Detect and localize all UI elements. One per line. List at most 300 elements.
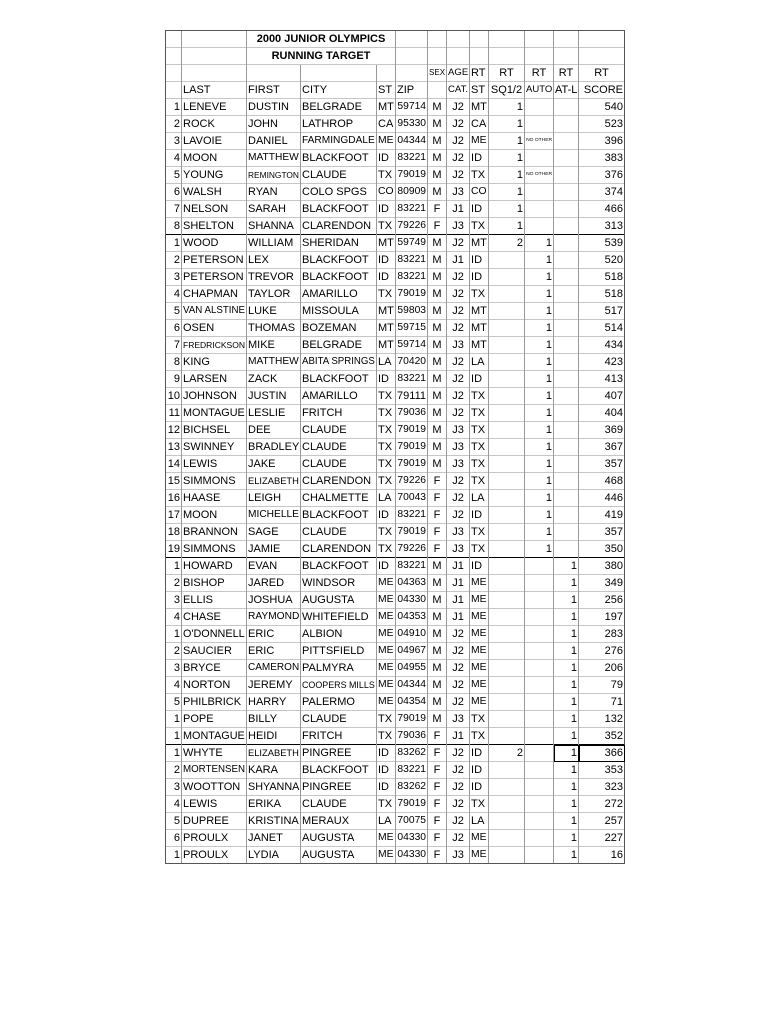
- score-cell: 357: [579, 524, 625, 541]
- rt-sq-cell: [489, 694, 525, 711]
- state-cell: ID: [377, 150, 396, 167]
- score-cell: 227: [579, 830, 625, 847]
- last-name-cell: SIMMONS: [182, 541, 247, 558]
- age-category-cell: J2: [447, 150, 470, 167]
- first-name-cell: JOSHUA: [247, 592, 301, 609]
- first-name-cell: TAYLOR: [247, 286, 301, 303]
- rt-auto-cell: 1: [525, 422, 554, 439]
- score-cell: 523: [579, 116, 625, 133]
- sex-cell: M: [428, 422, 447, 439]
- rt-auto-cell: NO OTHER: [525, 167, 554, 184]
- state-cell: TX: [377, 286, 396, 303]
- age-category-cell: J1: [447, 558, 470, 575]
- rt-state-cell: ME: [470, 575, 489, 592]
- city-cell: CLARENDON: [301, 218, 377, 235]
- state-cell: ME: [377, 609, 396, 626]
- rt-auto-cell: 1: [525, 252, 554, 269]
- rt-state-cell: ME: [470, 133, 489, 150]
- zip-cell: 83221: [396, 201, 428, 218]
- last-name-cell: BRANNON: [182, 524, 247, 541]
- city-cell: MERAUX: [301, 813, 377, 830]
- first-name-cell: DEE: [247, 422, 301, 439]
- rt-state-cell: ME: [470, 847, 489, 864]
- zip-cell: 79019: [396, 796, 428, 813]
- city-cell: FRITCH: [301, 405, 377, 422]
- rt-sq-cell: [489, 337, 525, 354]
- first-name-cell: LESLIE: [247, 405, 301, 422]
- first-name-cell: CAMERON: [247, 660, 301, 677]
- last-name-cell: HAASE: [182, 490, 247, 507]
- place-cell: 6: [166, 830, 182, 847]
- sheet-title: 2000 JUNIOR OLYMPICS: [247, 31, 396, 48]
- city-cell: FARMINGDALE: [301, 133, 377, 150]
- zip-cell: 83221: [396, 252, 428, 269]
- rt-auto-cell: [525, 575, 554, 592]
- last-name-cell: MONTAGUE: [182, 405, 247, 422]
- age-category-cell: J2: [447, 694, 470, 711]
- rt-state-cell: TX: [470, 167, 489, 184]
- score-cell: 396: [579, 133, 625, 150]
- sex-cell: M: [428, 388, 447, 405]
- rt-atl-cell: [554, 473, 579, 490]
- first-name-cell: MATTHEW: [247, 150, 301, 167]
- sex-cell: F: [428, 728, 447, 745]
- age-category-cell: J3: [447, 422, 470, 439]
- rt-auto-cell: [525, 762, 554, 779]
- rt-atl-cell: 1: [554, 626, 579, 643]
- rt-sq-cell: [489, 779, 525, 796]
- rt-atl-cell: 1: [554, 728, 579, 745]
- age-category-cell: J2: [447, 116, 470, 133]
- rt-atl-cell: [554, 252, 579, 269]
- rt-state-cell: ME: [470, 609, 489, 626]
- rt-atl-cell: [554, 541, 579, 558]
- rt-atl-cell: [554, 150, 579, 167]
- last-name-cell: PETERSON: [182, 252, 247, 269]
- table-row: [166, 626, 625, 643]
- rt-state-cell: TX: [470, 541, 489, 558]
- city-cell: LATHROP: [301, 116, 377, 133]
- sex-cell: M: [428, 694, 447, 711]
- score-cell: 367: [579, 439, 625, 456]
- rt-auto-cell: [525, 116, 554, 133]
- sex-cell: M: [428, 235, 447, 252]
- city-cell: BLACKFOOT: [301, 762, 377, 779]
- rt-sq-cell: [489, 626, 525, 643]
- last-name-cell: PHILBRICK: [182, 694, 247, 711]
- age-category-cell: J2: [447, 303, 470, 320]
- city-cell: PALMYRA: [301, 660, 377, 677]
- city-cell: CLAUDE: [301, 167, 377, 184]
- age-category-cell: J3: [447, 847, 470, 864]
- table-row: [166, 609, 625, 626]
- sex-cell: F: [428, 201, 447, 218]
- rt-atl-cell: 1: [554, 847, 579, 864]
- rt-atl-cell: [554, 490, 579, 507]
- rt-state-cell: ME: [470, 626, 489, 643]
- city-cell: BLACKFOOT: [301, 150, 377, 167]
- rt-sq-cell: [489, 558, 525, 575]
- first-name-cell: LUKE: [247, 303, 301, 320]
- rt-sq-cell: [489, 269, 525, 286]
- rt-auto-cell: 1: [525, 439, 554, 456]
- table-row: [166, 694, 625, 711]
- zip-cell: 70420: [396, 354, 428, 371]
- last-name-cell: LEWIS: [182, 456, 247, 473]
- table-row: [166, 184, 625, 201]
- rt-auto-cell: [525, 796, 554, 813]
- last-name-cell: JOHNSON: [182, 388, 247, 405]
- city-cell: BELGRADE: [301, 337, 377, 354]
- rt-sq-cell: [489, 660, 525, 677]
- zip-cell: 04344: [396, 677, 428, 694]
- sex-cell: F: [428, 830, 447, 847]
- table-row: [166, 337, 625, 354]
- city-cell: CLARENDON: [301, 541, 377, 558]
- city-cell: BLACKFOOT: [301, 507, 377, 524]
- city-cell: ABITA SPRINGS: [301, 354, 377, 371]
- state-cell: TX: [377, 541, 396, 558]
- first-name-cell: ELIZABETH: [247, 473, 301, 490]
- rt-state-cell: ME: [470, 677, 489, 694]
- age-category-cell: J2: [447, 371, 470, 388]
- zip-cell: 04353: [396, 609, 428, 626]
- rt-state-cell: ME: [470, 643, 489, 660]
- rt-state-cell: TX: [470, 473, 489, 490]
- table-row: [166, 405, 625, 422]
- rt-state-cell: MT: [470, 320, 489, 337]
- rt-auto-cell: [525, 813, 554, 830]
- rt-atl-cell: [554, 524, 579, 541]
- rt-state-cell: ME: [470, 694, 489, 711]
- header-rt-5: RT: [579, 65, 625, 82]
- place-cell: 2: [166, 252, 182, 269]
- rt-state-cell: ID: [470, 762, 489, 779]
- rt-auto-cell: 1: [525, 354, 554, 371]
- zip-cell: 79226: [396, 218, 428, 235]
- score-cell: 132: [579, 711, 625, 728]
- score-cell: 79: [579, 677, 625, 694]
- rt-atl-cell: [554, 507, 579, 524]
- rt-state-cell: TX: [470, 218, 489, 235]
- sex-cell: M: [428, 677, 447, 694]
- table-row: [166, 796, 625, 813]
- age-category-cell: J1: [447, 592, 470, 609]
- title-row-1: [166, 31, 625, 48]
- table-row: [166, 201, 625, 218]
- city-cell: ALBION: [301, 626, 377, 643]
- rt-auto-cell: [525, 643, 554, 660]
- age-category-cell: J2: [447, 643, 470, 660]
- rt-sq-cell: [489, 303, 525, 320]
- zip-cell: 83221: [396, 269, 428, 286]
- state-cell: ME: [377, 626, 396, 643]
- sex-cell: M: [428, 269, 447, 286]
- age-category-cell: J3: [447, 524, 470, 541]
- age-category-cell: J3: [447, 337, 470, 354]
- header-auto: AUTO: [525, 82, 554, 99]
- state-cell: MT: [377, 303, 396, 320]
- place-cell: 1: [166, 728, 182, 745]
- table-row: [166, 150, 625, 167]
- last-name-cell: MORTENSEN: [182, 762, 247, 779]
- zip-cell: 79036: [396, 728, 428, 745]
- rt-auto-cell: [525, 592, 554, 609]
- table-row: [166, 456, 625, 473]
- header-atl: AT-L: [554, 82, 579, 99]
- rt-atl-cell: [554, 371, 579, 388]
- zip-cell: 59714: [396, 99, 428, 116]
- header-st: ST: [377, 82, 396, 99]
- last-name-cell: KING: [182, 354, 247, 371]
- sex-cell: F: [428, 507, 447, 524]
- rt-state-cell: MT: [470, 235, 489, 252]
- score-cell: 468: [579, 473, 625, 490]
- city-cell: BLACKFOOT: [301, 558, 377, 575]
- rt-sq-cell: [489, 711, 525, 728]
- rt-auto-cell: 1: [525, 371, 554, 388]
- city-cell: CLAUDE: [301, 796, 377, 813]
- rt-auto-cell: NO OTHER: [525, 133, 554, 150]
- table-row: [166, 677, 625, 694]
- rt-atl-cell: 1: [554, 592, 579, 609]
- city-cell: MISSOULA: [301, 303, 377, 320]
- rt-atl-cell: [554, 235, 579, 252]
- score-cell: 313: [579, 218, 625, 235]
- place-cell: 1: [166, 558, 182, 575]
- sex-cell: M: [428, 626, 447, 643]
- rt-sq-cell: [489, 456, 525, 473]
- score-cell: 272: [579, 796, 625, 813]
- table-row: [166, 320, 625, 337]
- last-name-cell: OSEN: [182, 320, 247, 337]
- sex-cell: M: [428, 575, 447, 592]
- state-cell: MT: [377, 337, 396, 354]
- city-cell: AMARILLO: [301, 388, 377, 405]
- state-cell: TX: [377, 711, 396, 728]
- rt-state-cell: TX: [470, 439, 489, 456]
- score-cell: 256: [579, 592, 625, 609]
- rt-auto-cell: 1: [525, 269, 554, 286]
- last-name-cell: LEWIS: [182, 796, 247, 813]
- rt-sq-cell: [489, 439, 525, 456]
- age-category-cell: J3: [447, 218, 470, 235]
- place-cell: 18: [166, 524, 182, 541]
- rt-state-cell: ID: [470, 507, 489, 524]
- age-category-cell: J2: [447, 813, 470, 830]
- rt-auto-cell: [525, 609, 554, 626]
- state-cell: ID: [377, 762, 396, 779]
- place-cell: 9: [166, 371, 182, 388]
- place-cell: 2: [166, 762, 182, 779]
- place-cell: 2: [166, 643, 182, 660]
- rt-sq-cell: [489, 813, 525, 830]
- score-cell: 276: [579, 643, 625, 660]
- first-name-cell: LEIGH: [247, 490, 301, 507]
- header-score: SCORE: [579, 82, 625, 99]
- score-cell: 466: [579, 201, 625, 218]
- rt-sq-cell: 2: [489, 745, 525, 762]
- first-name-cell: RAYMOND: [247, 609, 301, 626]
- header-rt-st: ST: [470, 82, 489, 99]
- state-cell: ME: [377, 575, 396, 592]
- header-rt-1: RT: [470, 65, 489, 82]
- last-name-cell: MOON: [182, 150, 247, 167]
- first-name-cell: MIKE: [247, 337, 301, 354]
- last-name-cell: O'DONNELL: [182, 626, 247, 643]
- place-cell: 4: [166, 150, 182, 167]
- table-row: [166, 762, 625, 779]
- zip-cell: 95330: [396, 116, 428, 133]
- score-cell: 206: [579, 660, 625, 677]
- zip-cell: 83262: [396, 779, 428, 796]
- zip-cell: 04363: [396, 575, 428, 592]
- state-cell: ID: [377, 269, 396, 286]
- first-name-cell: LYDIA: [247, 847, 301, 864]
- table-row: [166, 575, 625, 592]
- first-name-cell: ELIZABETH: [247, 745, 301, 762]
- place-cell: 4: [166, 286, 182, 303]
- rt-auto-cell: [525, 694, 554, 711]
- sex-cell: M: [428, 711, 447, 728]
- rt-sq-cell: 1: [489, 184, 525, 201]
- score-cell: 446: [579, 490, 625, 507]
- score-cell: 540: [579, 99, 625, 116]
- sex-cell: M: [428, 456, 447, 473]
- rt-atl-cell: [554, 439, 579, 456]
- state-cell: TX: [377, 796, 396, 813]
- score-cell: 352: [579, 728, 625, 745]
- zip-cell: 04955: [396, 660, 428, 677]
- first-name-cell: EVAN: [247, 558, 301, 575]
- first-name-cell: LEX: [247, 252, 301, 269]
- zip-cell: 79019: [396, 439, 428, 456]
- place-cell: 11: [166, 405, 182, 422]
- last-name-cell: SHELTON: [182, 218, 247, 235]
- rt-sq-cell: [489, 354, 525, 371]
- state-cell: ID: [377, 558, 396, 575]
- rt-atl-cell: 1: [554, 830, 579, 847]
- state-cell: TX: [377, 456, 396, 473]
- age-category-cell: J2: [447, 167, 470, 184]
- age-category-cell: J2: [447, 830, 470, 847]
- first-name-cell: JARED: [247, 575, 301, 592]
- header-rt-3: RT: [525, 65, 554, 82]
- rt-atl-cell: 1: [554, 677, 579, 694]
- zip-cell: 04344: [396, 133, 428, 150]
- sex-cell: M: [428, 337, 447, 354]
- rt-auto-cell: 1: [525, 337, 554, 354]
- table-row: [166, 371, 625, 388]
- first-name-cell: THOMAS: [247, 320, 301, 337]
- sheet-subtitle: RUNNING TARGET: [247, 48, 396, 65]
- zip-cell: 70043: [396, 490, 428, 507]
- rt-atl-cell: 1: [554, 796, 579, 813]
- first-name-cell: WILLIAM: [247, 235, 301, 252]
- place-cell: 8: [166, 218, 182, 235]
- rt-auto-cell: [525, 745, 554, 762]
- city-cell: CLAUDE: [301, 439, 377, 456]
- age-category-cell: J1: [447, 575, 470, 592]
- last-name-cell: BRYCE: [182, 660, 247, 677]
- score-cell: 518: [579, 286, 625, 303]
- place-cell: 3: [166, 660, 182, 677]
- state-cell: LA: [377, 490, 396, 507]
- city-cell: BLACKFOOT: [301, 201, 377, 218]
- city-cell: COOPERS MILLS: [301, 677, 377, 694]
- header-cat: CAT.: [447, 82, 470, 99]
- score-cell: 419: [579, 507, 625, 524]
- rt-atl-cell: [554, 116, 579, 133]
- rt-state-cell: MT: [470, 337, 489, 354]
- last-name-cell: VAN ALSTINE: [182, 303, 247, 320]
- score-cell: 366: [579, 745, 625, 762]
- rt-state-cell: ID: [470, 558, 489, 575]
- table-row: [166, 218, 625, 235]
- table-row: [166, 524, 625, 541]
- zip-cell: 59715: [396, 320, 428, 337]
- state-cell: TX: [377, 473, 396, 490]
- zip-cell: 79036: [396, 405, 428, 422]
- age-category-cell: J1: [447, 609, 470, 626]
- age-category-cell: J1: [447, 201, 470, 218]
- rt-atl-cell: [554, 422, 579, 439]
- rt-state-cell: ID: [470, 745, 489, 762]
- zip-cell: 79226: [396, 541, 428, 558]
- rt-sq-cell: [489, 575, 525, 592]
- rt-sq-cell: 2: [489, 235, 525, 252]
- age-category-cell: J2: [447, 320, 470, 337]
- place-cell: 1: [166, 99, 182, 116]
- table-row: [166, 388, 625, 405]
- place-cell: 12: [166, 422, 182, 439]
- place-cell: 19: [166, 541, 182, 558]
- city-cell: CLAUDE: [301, 711, 377, 728]
- rt-state-cell: MT: [470, 303, 489, 320]
- sex-cell: M: [428, 439, 447, 456]
- header-city: CITY: [301, 82, 377, 99]
- place-cell: 5: [166, 694, 182, 711]
- first-name-cell: SHANNA: [247, 218, 301, 235]
- rt-sq-cell: [489, 320, 525, 337]
- rt-sq-cell: 1: [489, 167, 525, 184]
- sex-cell: M: [428, 558, 447, 575]
- header-zip: ZIP: [396, 82, 428, 99]
- rt-auto-cell: [525, 728, 554, 745]
- city-cell: SHERIDAN: [301, 235, 377, 252]
- city-cell: AMARILLO: [301, 286, 377, 303]
- table-row: [166, 660, 625, 677]
- last-name-cell: MONTAGUE: [182, 728, 247, 745]
- first-name-cell: REMINGTON: [247, 167, 301, 184]
- place-cell: 6: [166, 320, 182, 337]
- rt-sq-cell: [489, 762, 525, 779]
- rt-atl-cell: [554, 405, 579, 422]
- zip-cell: 04967: [396, 643, 428, 660]
- table-row: [166, 813, 625, 830]
- rt-state-cell: CO: [470, 184, 489, 201]
- place-cell: 3: [166, 133, 182, 150]
- first-name-cell: BRADLEY: [247, 439, 301, 456]
- place-cell: 1: [166, 711, 182, 728]
- first-name-cell: RYAN: [247, 184, 301, 201]
- first-name-cell: MICHELLE: [247, 507, 301, 524]
- age-category-cell: J2: [447, 626, 470, 643]
- score-cell: 283: [579, 626, 625, 643]
- rt-auto-cell: 1: [525, 320, 554, 337]
- score-cell: 520: [579, 252, 625, 269]
- rt-sq-cell: 1: [489, 99, 525, 116]
